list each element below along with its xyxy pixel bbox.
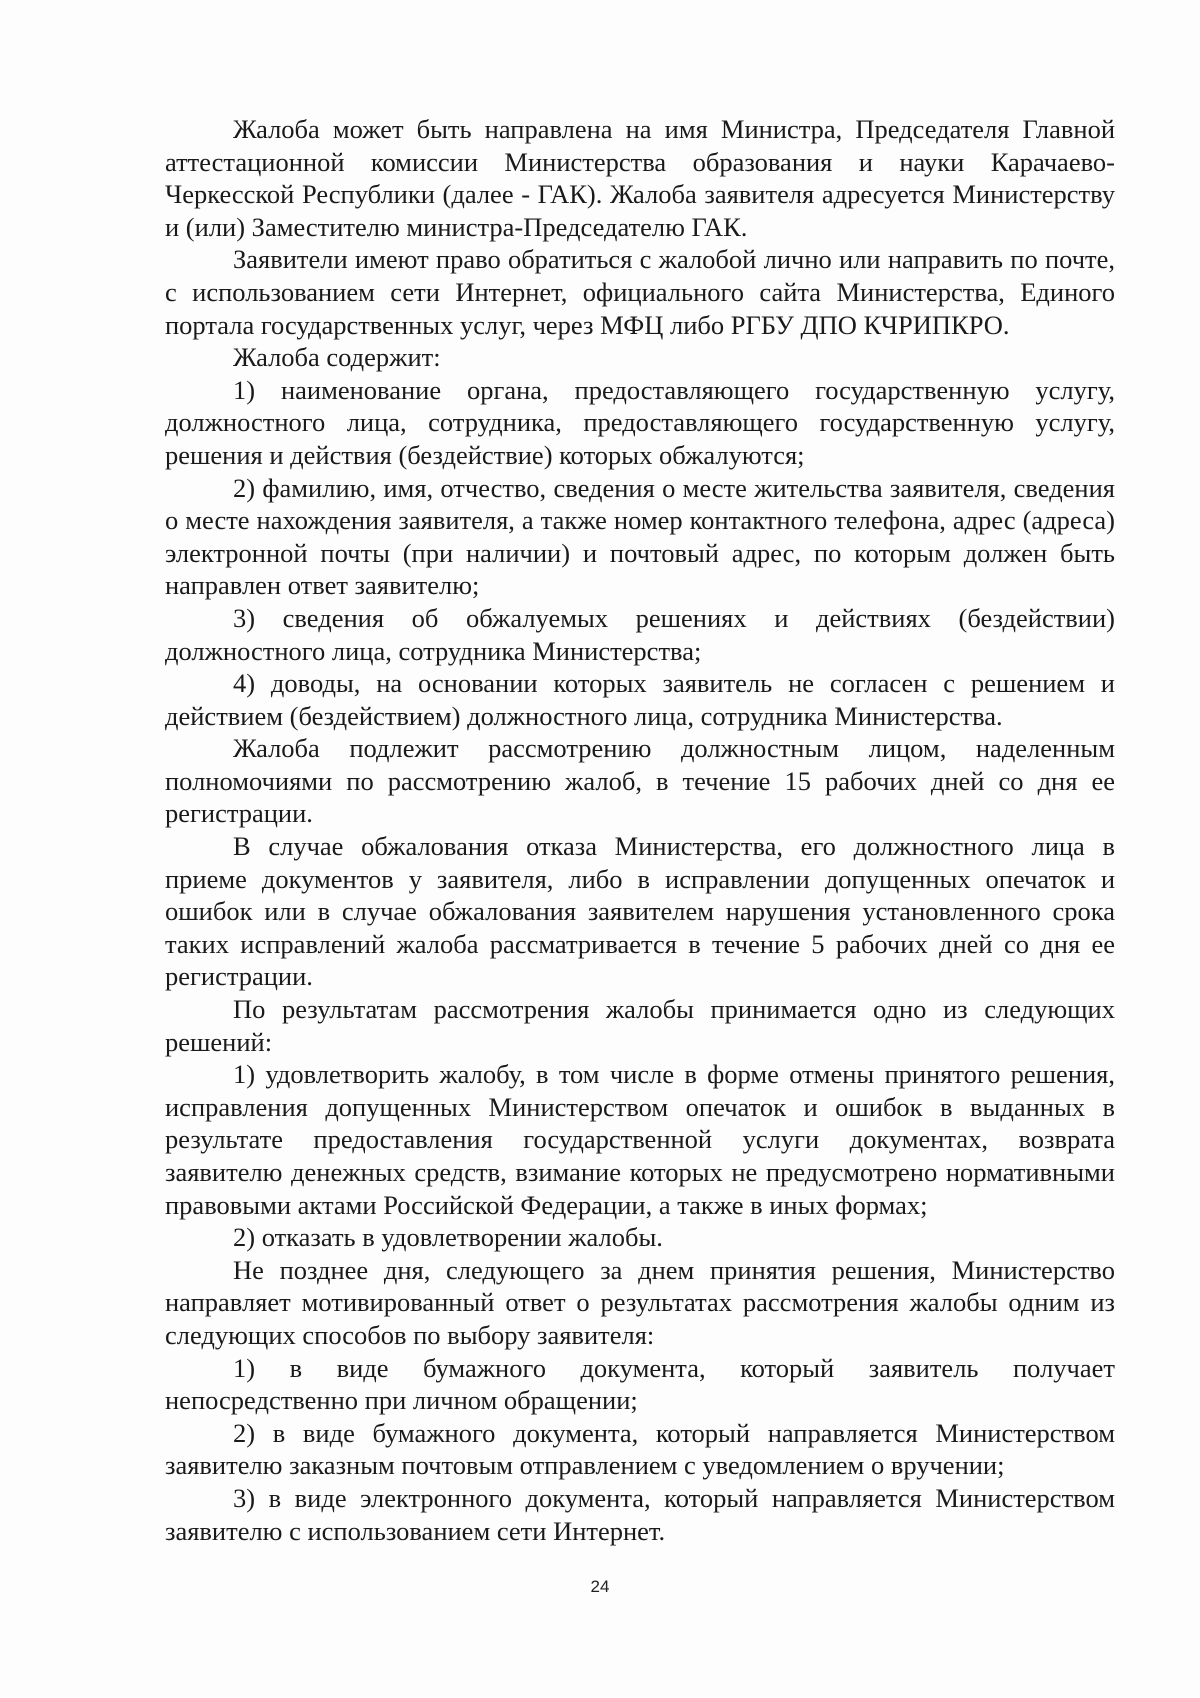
list-item: 4) доводы, на основании которых заявитель не согласен с решением и действием (бездействием) должностного лица, сотрудника Министерства. [165,668,1115,731]
paragraph: Не позднее дня, следующего за днем принятия решения, Министерство направляет мотивированный ответ о результатах рассмотрения жалобы одним из следующих способов по выбору заявителя: [165,1254,1115,1350]
paragraph: Жалоба может быть направлена на имя Министра, Председателя Главной аттестационной комиссии Министерства образования и науки Карачаево-Черкесской Республики (далее - ГАК). Жалоба заявителя адресуется Министерству и (или) Заместителю министра-Председателю ГАК. [165,114,1115,242]
list-item: 2) фамилию, имя, отчество, сведения о месте жительства заявителя, сведения о месте нахождения заявителя, а также номер контактного телефона, адрес (адреса) электронной почты (при наличии) и почтовый адрес, по которым должен быть направлен ответ заявителю; [165,472,1115,601]
page-number: 24 [590,1577,610,1596]
list-item: 2) в виде бумажного документа, который направляется Министерством заявителю заказным почтовым отправлением с уведомлением о вручении; [165,1417,1115,1481]
list-item: 1) наименование органа, предоставляющего государственную услугу, должностного лица, сотрудника, предоставляющего государственную услугу, решения и действия (бездействие) которых обжалуются; [165,374,1115,470]
paragraph: В случае обжалования отказа Министерства, его должностного лица в приеме документов у заявителя, либо в исправлении допущенных опечаток и ошибок или в случае обжалования заявителем нарушения установленного срока таких исправлений жалоба рассматривается в течение 5 рабочих дней со дня ее регистрации. [165,831,1115,992]
list-item: 1) удовлетворить жалобу, в том числе в форме отмены принятого решения, исправления допущенных Министерством опечаток и ошибок в выданных в результате предоставления государственной услуги документах, возврата заявителю денежных средств, взимание которых не предусмотрено нормативными правовыми актами Российской Федерации, а также в иных формах; [165,1059,1115,1220]
list-item: 3) сведения об обжалуемых решениях и действиях (бездействии) должностного лица, сотрудника Министерства; [165,602,1115,666]
list-item: 3) в виде электронного документа, который направляется Министерством заявителю с использованием сети Интернет. [165,1482,1115,1546]
paragraph: Заявители имеют право обратиться с жалобой лично или направить по почте, с использованием сети Интернет, официального сайта Министерства, Единого портала государственных услуг, через МФЦ либо РГБУ ДПО КЧРИПКРО. [165,244,1115,340]
paragraph: По результатам рассмотрения жалобы принимается одно из следующих решений: [165,994,1115,1057]
list-item: 2) отказать в удовлетворении жалобы. [233,1222,663,1253]
paragraph: Жалоба подлежит рассмотрению должностным лицом, наделенным полномочиями по рассмотрению жалоб, в течение 15 рабочих дней со дня ее регистрации. [165,733,1115,829]
paragraph: Жалоба содержит: [233,342,441,373]
list-item: 1) в виде бумажного документа, который заявитель получает непосредственно при личном обращении; [165,1352,1115,1416]
document-body [165,113,1115,1547]
